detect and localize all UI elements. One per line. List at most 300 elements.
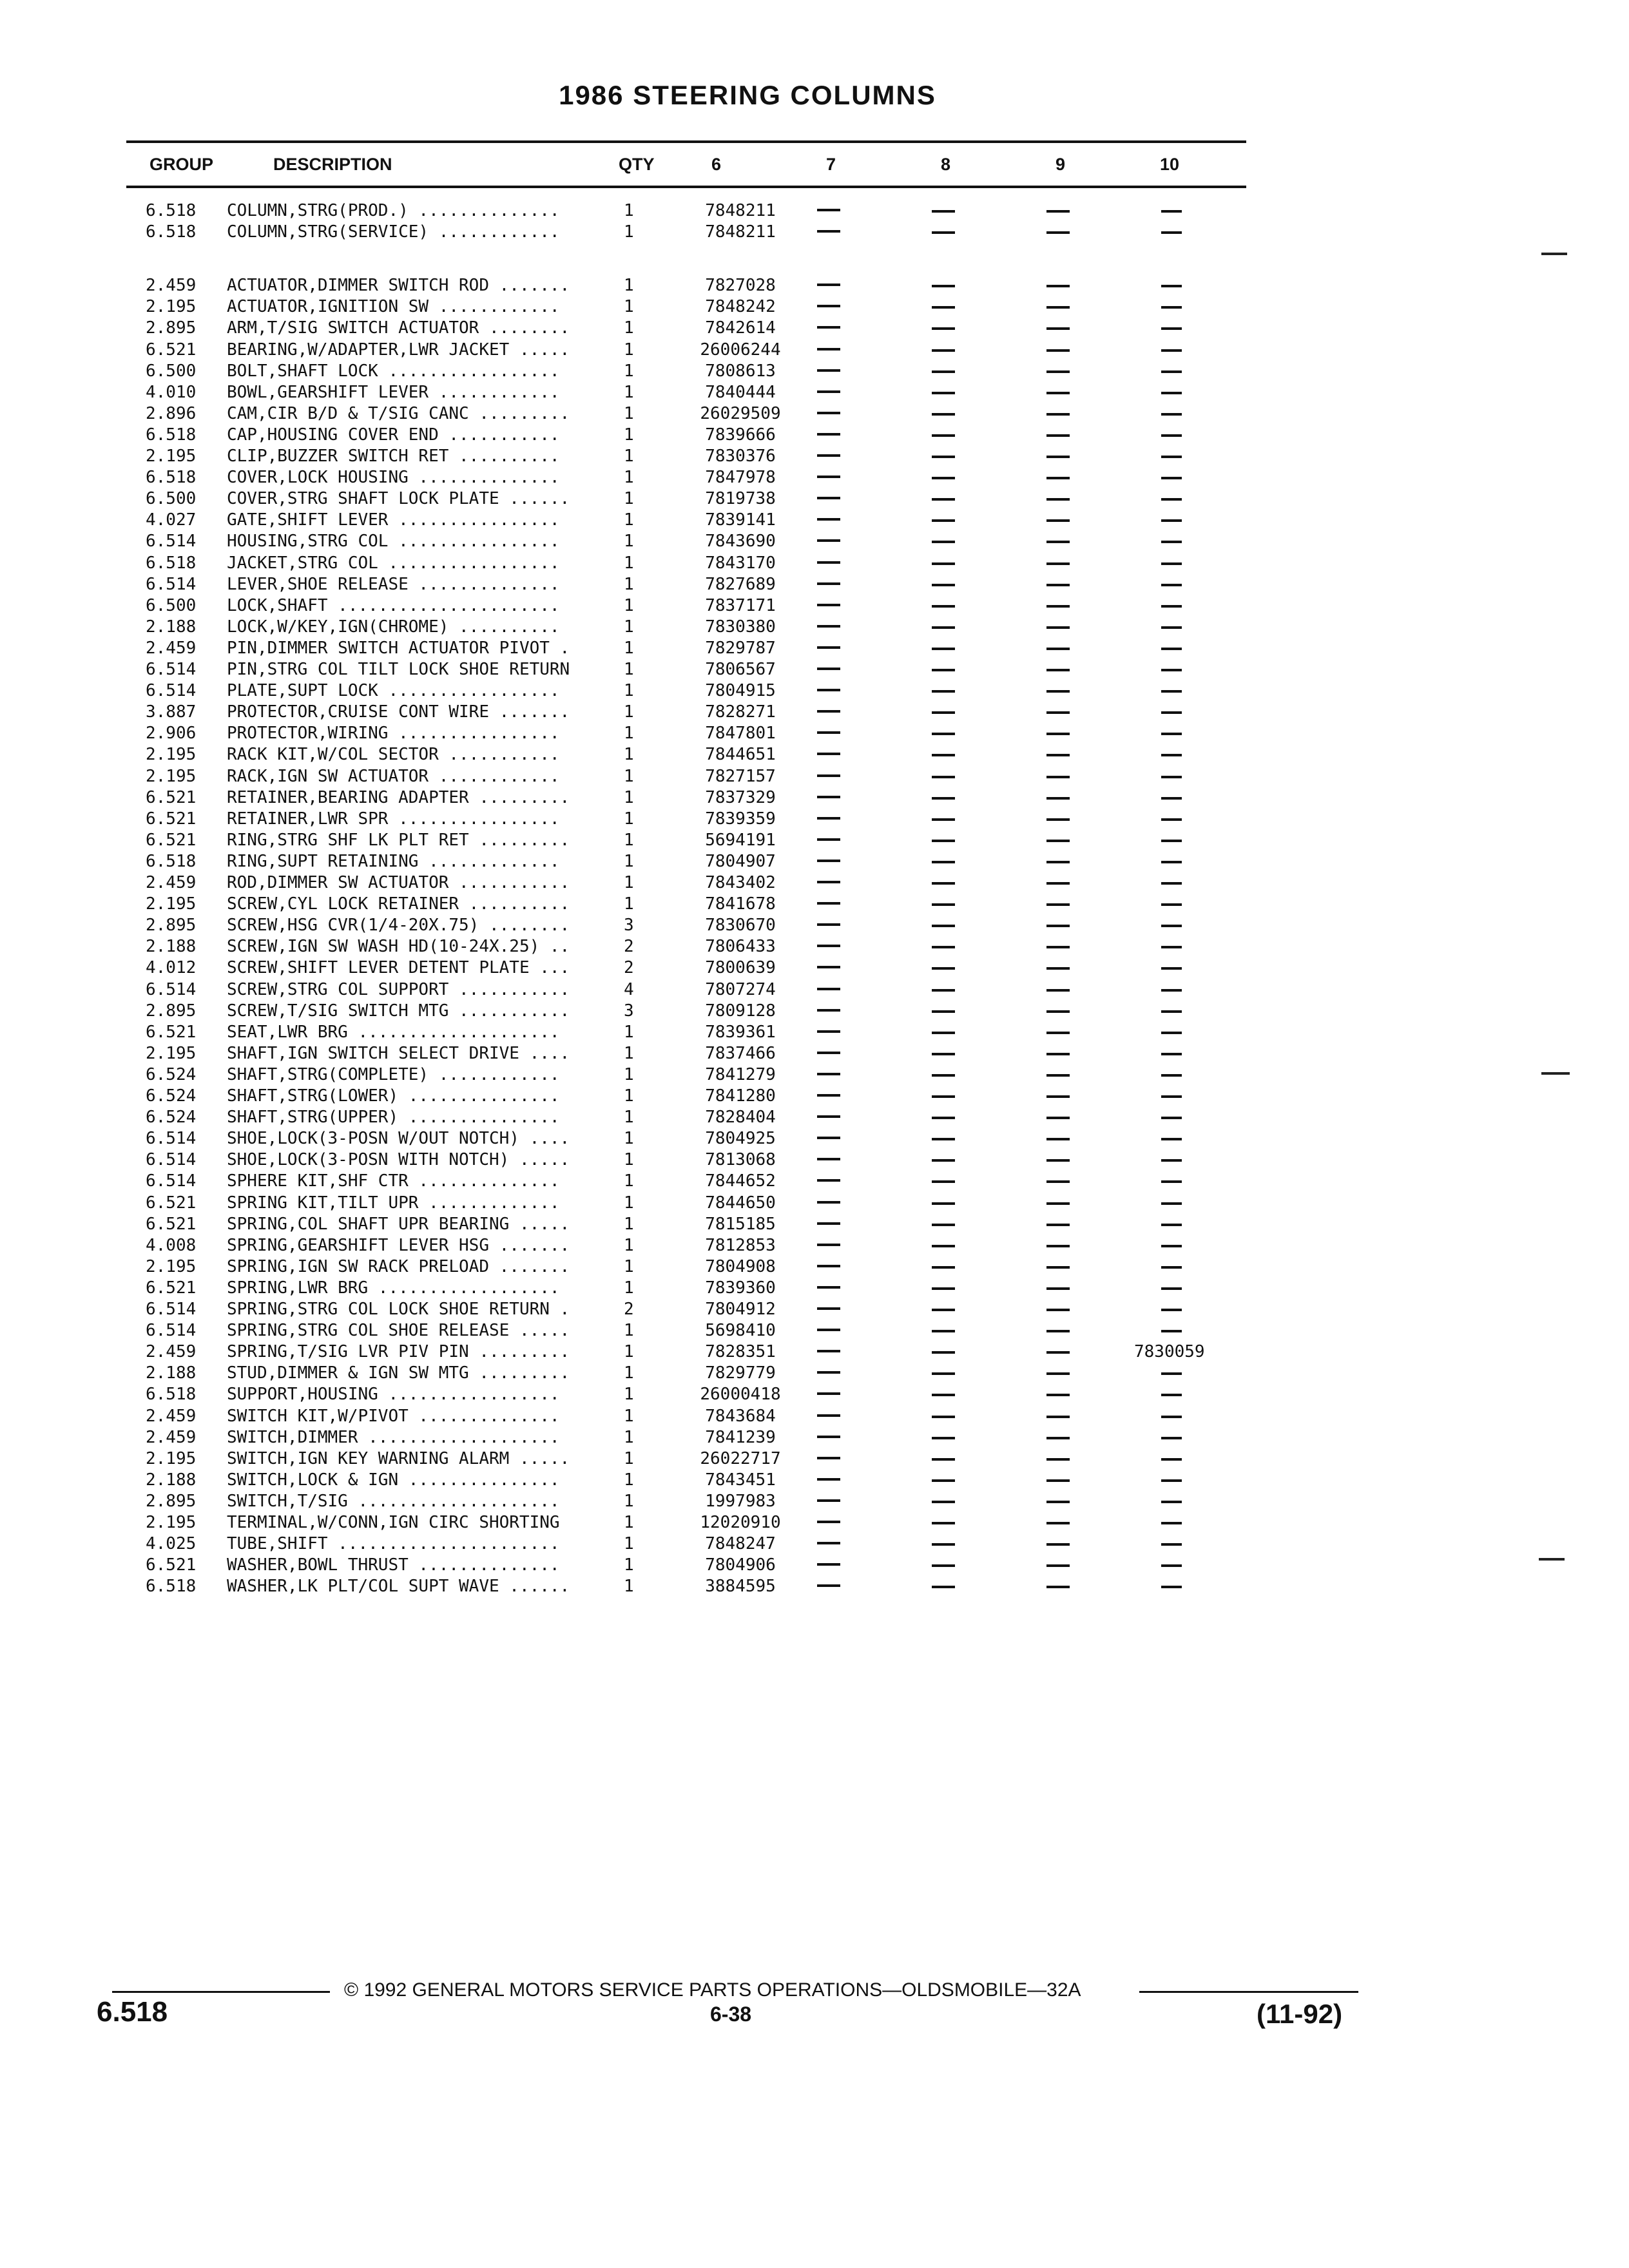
row-part-number-col6: 7827689 [705, 574, 776, 594]
row-part-number-col6: 7839360 [705, 1278, 776, 1298]
row-dash-c7 [817, 945, 840, 947]
row-dash-c7 [817, 923, 840, 926]
row-dash-c8 [932, 903, 955, 906]
row-group-code: 6.518 [146, 851, 197, 871]
column-header-6: 6 [711, 155, 722, 174]
row-dash-c9 [1046, 1437, 1070, 1439]
row-dash-c7 [817, 497, 840, 499]
row-qty: 1 [624, 1278, 634, 1298]
row-part-number-col6: 7843170 [705, 553, 776, 573]
row-dash-c9 [1046, 903, 1070, 906]
row-description: COVER,LOCK HOUSING .............. [227, 468, 560, 488]
row-dash-c8 [932, 1138, 955, 1140]
row-group-code: 6.514 [146, 1150, 197, 1170]
row-dash-c10 [1161, 690, 1182, 693]
column-header-description: DESCRIPTION [273, 155, 392, 174]
row-group-code: 2.895 [146, 916, 197, 936]
table-row [0, 340, 1289, 361]
row-group-code: 4.027 [146, 510, 197, 530]
row-dash-c9 [1046, 1095, 1070, 1098]
row-dash-c7 [817, 689, 840, 691]
row-dash-c10 [1161, 1053, 1182, 1055]
row-description: SCREW,T/SIG SWITCH MTG ........... [227, 1001, 570, 1021]
row-dash-c8 [932, 584, 955, 586]
row-dash-c7 [817, 1392, 840, 1395]
row-dash-c10 [1161, 349, 1182, 352]
row-dash-c7 [817, 817, 840, 820]
row-dash-c9 [1046, 327, 1070, 330]
row-qty: 1 [624, 724, 634, 744]
row-description: SHAFT,STRG(LOWER) ............... [227, 1086, 560, 1106]
row-dash-c10 [1161, 1479, 1182, 1482]
row-qty: 1 [624, 1150, 634, 1170]
row-description: GATE,SHIFT LEVER ................ [227, 510, 560, 530]
margin-mark [1541, 253, 1567, 255]
row-dash-c10 [1161, 1543, 1182, 1546]
row-group-code: 6.521 [146, 1555, 197, 1575]
row-dash-c7 [817, 230, 840, 233]
row-dash-c7 [817, 1244, 840, 1246]
row-dash-c10 [1161, 413, 1182, 416]
row-group-code: 2.895 [146, 1491, 197, 1511]
row-dash-c10 [1161, 327, 1182, 330]
row-dash-c9 [1046, 1138, 1070, 1140]
row-group-code: 6.521 [146, 787, 197, 807]
row-description: SWITCH,DIMMER ................... [227, 1427, 560, 1447]
row-group-code: 2.195 [146, 894, 197, 914]
row-description: RACK,IGN SW ACTUATOR ............ [227, 766, 560, 786]
row-description: SPRING,GEARSHIFT LEVER HSG ....... [227, 1235, 570, 1255]
row-qty: 1 [624, 1513, 634, 1532]
row-qty: 1 [624, 745, 634, 765]
row-description: SCREW,HSG CVR(1/4-20X.75) ........ [227, 916, 570, 936]
row-dash-c7 [817, 284, 840, 286]
row-dash-c8 [932, 626, 955, 629]
row-part-number-col6: 1997983 [705, 1491, 776, 1511]
row-group-code: 2.188 [146, 937, 197, 957]
footer-copyright: © 1992 GENERAL MOTORS SERVICE PARTS OPERATIONS—OLDSMOBILE—32A [344, 1979, 1081, 2001]
row-part-number-col6: 7848211 [705, 222, 776, 242]
row-description: SCREW,SHIFT LEVER DETENT PLATE ... [227, 958, 570, 978]
row-qty: 1 [624, 617, 634, 637]
table-row [0, 297, 1289, 318]
row-qty: 1 [624, 403, 634, 423]
row-description: CLIP,BUZZER SWITCH RET .......... [227, 447, 560, 466]
row-dash-c9 [1046, 413, 1070, 416]
row-dash-c10 [1161, 392, 1182, 394]
row-dash-c9 [1046, 584, 1070, 586]
row-dash-c8 [932, 1479, 955, 1482]
row-description: CAM,CIR B/D & T/SIG CANC ......... [227, 403, 570, 423]
row-dash-c9 [1046, 754, 1070, 756]
row-description: SHAFT,STRG(COMPLETE) ............ [227, 1064, 560, 1084]
row-dash-c9 [1046, 1501, 1070, 1503]
row-dash-c8 [932, 370, 955, 373]
row-dash-c10 [1161, 669, 1182, 671]
row-part-number-col6: 7804908 [705, 1256, 776, 1276]
row-dash-c7 [817, 860, 840, 862]
row-description: SCREW,STRG COL SUPPORT ........... [227, 979, 570, 999]
row-description: SPRING,COL SHAFT UPR BEARING ..... [227, 1214, 570, 1234]
row-group-code: 2.459 [146, 873, 197, 892]
row-dash-c8 [932, 1394, 955, 1396]
table-row [0, 1342, 1289, 1363]
row-qty: 1 [624, 532, 634, 552]
row-description: STUD,DIMMER & IGN SW MTG ......... [227, 1363, 570, 1383]
row-group-code: 2.188 [146, 1470, 197, 1490]
row-description: JACKET,STRG COL ................. [227, 553, 560, 573]
table-row [0, 1108, 1289, 1129]
row-description: SPRING,LWR BRG .................. [227, 1278, 560, 1298]
row-dash-c10 [1161, 818, 1182, 821]
row-dash-c9 [1046, 1522, 1070, 1524]
row-part-number-col6: 7828351 [705, 1342, 776, 1362]
row-dash-c9 [1046, 882, 1070, 885]
row-part-number-col6: 5698410 [705, 1321, 776, 1341]
table-row [0, 745, 1289, 766]
row-dash-c7 [817, 796, 840, 798]
row-qty: 1 [624, 574, 634, 594]
row-group-code: 2.195 [146, 1256, 197, 1276]
row-dash-c7 [817, 518, 840, 521]
table-row [0, 852, 1289, 873]
row-dash-c9 [1046, 1266, 1070, 1269]
row-group-code: 6.514 [146, 979, 197, 999]
table-row [0, 276, 1289, 297]
row-dash-c7 [817, 902, 840, 905]
row-qty: 1 [624, 489, 634, 509]
row-group-code: 2.895 [146, 1001, 197, 1021]
row-dash-c9 [1046, 519, 1070, 522]
row-dash-c10 [1161, 519, 1182, 522]
row-dash-c7 [817, 476, 840, 478]
row-part-number-col6: 7847801 [705, 724, 776, 744]
row-dash-c10 [1161, 1522, 1182, 1524]
row-dash-c9 [1046, 1053, 1070, 1055]
row-dash-c8 [932, 669, 955, 671]
row-dash-c8 [932, 210, 955, 213]
row-group-code: 6.514 [146, 1321, 197, 1341]
table-row [0, 980, 1289, 1001]
table-row [0, 1513, 1289, 1534]
row-dash-c8 [932, 861, 955, 863]
row-dash-c9 [1046, 648, 1070, 650]
row-group-code: 2.188 [146, 1363, 197, 1383]
row-dash-c8 [932, 1053, 955, 1055]
row-description: SWITCH KIT,W/PIVOT .............. [227, 1406, 560, 1426]
row-part-number-col6: 7843402 [705, 873, 776, 892]
row-dash-c7 [817, 1158, 840, 1160]
row-group-code: 6.521 [146, 340, 197, 360]
row-description: BOWL,GEARSHIFT LEVER ............ [227, 382, 560, 402]
row-group-code: 6.521 [146, 830, 197, 850]
row-dash-c9 [1046, 231, 1070, 234]
row-dash-c10 [1161, 605, 1182, 608]
row-part-number-col6: 7830376 [705, 447, 776, 466]
row-dash-c8 [932, 1202, 955, 1205]
row-dash-c10 [1161, 370, 1182, 373]
row-group-code: 2.896 [146, 403, 197, 423]
row-dash-c9 [1046, 1117, 1070, 1119]
row-part-number-col6: 7839141 [705, 510, 776, 530]
table-row [0, 1086, 1289, 1108]
row-dash-c8 [932, 840, 955, 842]
row-part-number-col6: 7807274 [705, 979, 776, 999]
row-qty: 1 [624, 681, 634, 701]
row-dash-c10 [1161, 1138, 1182, 1140]
row-group-code: 6.518 [146, 425, 197, 445]
row-dash-c9 [1046, 1330, 1070, 1332]
row-dash-c9 [1046, 626, 1070, 629]
row-dash-c9 [1046, 989, 1070, 992]
row-dash-c8 [932, 413, 955, 416]
row-description: SPRING,STRG COL LOCK SHOE RETURN . [227, 1300, 570, 1319]
table-row [0, 201, 1289, 222]
row-qty: 1 [624, 1064, 634, 1084]
row-qty: 1 [624, 447, 634, 466]
margin-mark [1539, 1558, 1565, 1561]
table-row [0, 1555, 1289, 1577]
row-dash-c10 [1161, 541, 1182, 543]
row-part-number-col6: 7830670 [705, 916, 776, 936]
row-dash-c8 [932, 456, 955, 458]
row-dash-c10 [1161, 231, 1182, 234]
row-group-code: 6.514 [146, 1171, 197, 1191]
row-group-code: 6.518 [146, 468, 197, 488]
row-group-code: 6.518 [146, 201, 197, 220]
row-dash-c7 [817, 209, 840, 211]
row-dash-c9 [1046, 1309, 1070, 1311]
footer-group-code: 6.518 [97, 1996, 168, 2028]
row-dash-c10 [1161, 797, 1182, 800]
row-qty: 2 [624, 1300, 634, 1319]
table-row [0, 1407, 1289, 1428]
row-dash-c10 [1161, 882, 1182, 885]
row-dash-c8 [932, 1309, 955, 1311]
row-group-code: 6.524 [146, 1086, 197, 1106]
row-dash-c8 [932, 1416, 955, 1418]
row-dash-c7 [817, 454, 840, 457]
row-part-number-col6: 7839359 [705, 809, 776, 829]
row-dash-c7 [817, 1286, 840, 1289]
row-description: ARM,T/SIG SWITCH ACTUATOR ........ [227, 318, 570, 338]
table-row [0, 596, 1289, 617]
row-dash-c7 [817, 1222, 840, 1225]
row-dash-c10 [1161, 840, 1182, 842]
row-dash-c9 [1046, 349, 1070, 352]
row-qty: 1 [624, 1363, 634, 1383]
row-dash-c7 [817, 305, 840, 307]
row-dash-c7 [817, 1115, 840, 1118]
row-qty: 1 [624, 510, 634, 530]
row-dash-c10 [1161, 903, 1182, 906]
row-description: ACTUATOR,IGNITION SW ............ [227, 297, 560, 317]
table-row [0, 617, 1289, 639]
row-dash-c8 [932, 1266, 955, 1269]
row-dash-c8 [932, 231, 955, 234]
row-dash-c7 [817, 1414, 840, 1417]
row-qty: 1 [624, 468, 634, 488]
row-part-number-col6: 7840444 [705, 382, 776, 402]
row-part-number-col6: 7829787 [705, 638, 776, 658]
table-row [0, 1044, 1289, 1065]
row-qty: 1 [624, 1342, 634, 1362]
row-dash-c8 [932, 1095, 955, 1098]
row-group-code: 6.521 [146, 1278, 197, 1298]
table-row [0, 553, 1289, 575]
footer-rule-right [1139, 1991, 1358, 1993]
table-row [0, 937, 1289, 958]
row-description: LOCK,W/KEY,IGN(CHROME) .......... [227, 617, 560, 637]
row-group-code: 2.188 [146, 617, 197, 637]
row-qty: 1 [624, 787, 634, 807]
row-group-code: 2.195 [146, 297, 197, 317]
row-part-number-col6: 7804907 [705, 851, 776, 871]
column-header-group: GROUP [149, 155, 214, 174]
row-qty: 2 [624, 937, 634, 957]
row-dash-c8 [932, 1437, 955, 1439]
table-row [0, 1257, 1289, 1278]
row-qty: 1 [624, 297, 634, 317]
row-qty: 1 [624, 702, 634, 722]
page-title: 1986 STEERING COLUMNS [559, 80, 936, 110]
row-dash-c10 [1161, 861, 1182, 863]
row-dash-c7 [817, 1350, 840, 1352]
table-row [0, 404, 1289, 425]
row-part-number-col6: 7843684 [705, 1406, 776, 1426]
row-group-code: 4.010 [146, 382, 197, 402]
row-dash-c8 [932, 1543, 955, 1546]
row-description: PLATE,SUPT LOCK ................. [227, 681, 560, 701]
row-qty: 1 [624, 1470, 634, 1490]
row-group-code: 4.008 [146, 1235, 197, 1255]
row-part-number-col6: 7804915 [705, 681, 776, 701]
row-dash-c7 [817, 433, 840, 436]
row-qty: 1 [624, 830, 634, 850]
table-row [0, 1150, 1289, 1171]
row-qty: 1 [624, 1406, 634, 1426]
row-qty: 1 [624, 595, 634, 615]
row-description: SUPPORT,HOUSING ................. [227, 1385, 560, 1405]
footer-page-number: 6-38 [710, 2003, 752, 2026]
row-dash-c10 [1161, 456, 1182, 458]
row-part-number-col6: 7800639 [705, 958, 776, 978]
row-qty: 1 [624, 809, 634, 829]
row-part-number-col6: 7815185 [705, 1214, 776, 1234]
row-qty: 1 [624, 1214, 634, 1234]
row-dash-c8 [932, 498, 955, 501]
row-part-number-col6: 7830380 [705, 617, 776, 637]
table-row [0, 724, 1289, 745]
row-part-number-col6: 7813068 [705, 1150, 776, 1170]
row-qty: 1 [624, 1022, 634, 1042]
row-qty: 1 [624, 1427, 634, 1447]
row-part-number-col6: 7829779 [705, 1363, 776, 1383]
row-dash-c9 [1046, 1287, 1070, 1290]
row-qty: 1 [624, 222, 634, 242]
row-description: PROTECTOR,CRUISE CONT WIRE ....... [227, 702, 570, 722]
row-description: SCREW,IGN SW WASH HD(10-24X.25) .. [227, 937, 570, 957]
table-row [0, 468, 1289, 489]
row-dash-c9 [1046, 306, 1070, 309]
row-part-number-col6: 7837466 [705, 1043, 776, 1063]
row-dash-c9 [1046, 1479, 1070, 1482]
row-dash-c7 [817, 1584, 840, 1587]
row-group-code: 6.514 [146, 532, 197, 552]
row-dash-c10 [1161, 498, 1182, 501]
row-qty: 1 [624, 1193, 634, 1213]
row-group-code: 6.514 [146, 1300, 197, 1319]
row-description: BEARING,W/ADAPTER,LWR JACKET ..... [227, 340, 570, 360]
row-group-code: 6.514 [146, 574, 197, 594]
row-qty: 1 [624, 1235, 634, 1255]
row-description: SHOE,LOCK(3-POSN WITH NOTCH) ..... [227, 1150, 570, 1170]
row-dash-c8 [932, 733, 955, 735]
row-part-number-col6: 7808613 [705, 361, 776, 381]
row-dash-c9 [1046, 1010, 1070, 1013]
row-group-code: 2.895 [146, 318, 197, 338]
row-dash-c9 [1046, 690, 1070, 693]
row-dash-c9 [1046, 840, 1070, 842]
row-dash-c10 [1161, 1117, 1182, 1119]
row-dash-c7 [817, 881, 840, 883]
row-dash-c10 [1161, 925, 1182, 927]
table-row [0, 1065, 1289, 1086]
row-description: BOLT,SHAFT LOCK ................. [227, 361, 560, 381]
row-part-number-col6: 7847978 [705, 468, 776, 488]
row-description: WASHER,LK PLT/COL SUPT WAVE ...... [227, 1577, 570, 1597]
row-qty: 1 [624, 1385, 634, 1405]
row-dash-c10 [1161, 285, 1182, 287]
row-dash-c7 [817, 582, 840, 585]
row-group-code: 2.459 [146, 1406, 197, 1426]
row-description: SPRING KIT,TILT UPR ............. [227, 1193, 560, 1213]
row-dash-c10 [1161, 434, 1182, 437]
row-dash-c10 [1161, 776, 1182, 778]
row-dash-c9 [1046, 967, 1070, 970]
row-dash-c8 [932, 327, 955, 330]
row-group-code: 6.524 [146, 1064, 197, 1084]
row-dash-c9 [1046, 1180, 1070, 1183]
row-description: SPHERE KIT,SHF CTR .............. [227, 1171, 560, 1191]
row-group-code: 2.459 [146, 1342, 197, 1362]
table-row [0, 1023, 1289, 1044]
row-dash-c8 [932, 1010, 955, 1013]
row-dash-c9 [1046, 1586, 1070, 1588]
row-description: TERMINAL,W/CONN,IGN CIRC SHORTING [227, 1513, 560, 1532]
column-header-qty: QTY [619, 155, 655, 174]
row-qty: 1 [624, 1129, 634, 1149]
row-dash-c7 [817, 1542, 840, 1544]
row-qty: 1 [624, 1321, 634, 1341]
row-description: WASHER,BOWL THRUST .............. [227, 1555, 560, 1575]
row-part-number-col6: 7819738 [705, 489, 776, 509]
row-dash-c10 [1161, 1074, 1182, 1077]
table-row [0, 873, 1289, 894]
row-group-code: 2.459 [146, 638, 197, 658]
row-part-number-col6: 7844652 [705, 1171, 776, 1191]
row-dash-c8 [932, 882, 955, 885]
row-dash-c9 [1046, 370, 1070, 373]
row-dash-c8 [932, 285, 955, 287]
row-dash-c7 [817, 646, 840, 649]
row-dash-c7 [817, 1052, 840, 1054]
row-dash-c8 [932, 1245, 955, 1247]
row-dash-c9 [1046, 797, 1070, 800]
row-dash-c8 [932, 1287, 955, 1290]
row-qty: 3 [624, 1001, 634, 1021]
table-row [0, 361, 1289, 383]
